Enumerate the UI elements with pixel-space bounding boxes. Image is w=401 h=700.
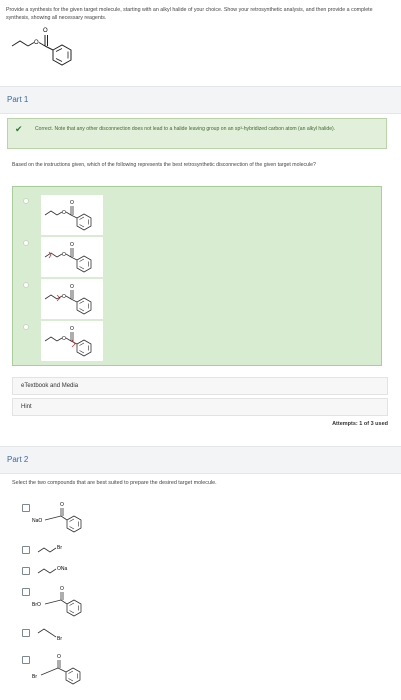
- option-6-carbonyl-o: O: [57, 654, 61, 660]
- choice-2-carbonyl-o-label: O: [70, 242, 74, 248]
- option-3-ona-label: ONa: [57, 566, 68, 572]
- hint-label: Hint: [21, 404, 32, 410]
- option-4-bro-label: BrO: [32, 602, 41, 608]
- choice-2-radio[interactable]: [23, 240, 29, 246]
- choice-3-structure: [41, 279, 103, 319]
- option-6-br-label: Br: [32, 674, 37, 680]
- correct-feedback: [7, 118, 387, 149]
- choice-2-structure: [41, 237, 103, 277]
- etextbook-media-button[interactable]: [12, 377, 388, 395]
- target-molecule: [6, 24, 96, 74]
- option-1-checkbox[interactable]: [22, 504, 30, 512]
- option-2-checkbox[interactable]: [22, 546, 30, 554]
- carbonyl-oxygen-label: O: [43, 28, 48, 34]
- part2-question: Select the two compounds that are best suited to prepare the desired target molecule.: [12, 480, 217, 486]
- choice-1-structure: [41, 195, 103, 235]
- ester-oxygen-label: O: [34, 40, 39, 46]
- option-1-structure: [32, 500, 102, 540]
- choice-2-o-label: O: [62, 252, 66, 258]
- option-4-checkbox[interactable]: [22, 588, 30, 596]
- problem-statement: Provide a synthesis for the given target molecule, starting with an alkyl halide of your choice. Show your retrosynthetic analysis, and then provide a complete synthesis, showing all necessary reagents.: [6, 7, 373, 21]
- choice-3-o-label: O: [62, 294, 66, 300]
- choice-4-structure: [41, 321, 103, 361]
- attempts-counter: Attempts: 1 of 3 used: [332, 421, 388, 427]
- option-2-br-label: Br: [57, 545, 62, 551]
- choice-4-o-label: O: [62, 336, 66, 342]
- choice-4-carbonyl-o-label: O: [70, 326, 74, 332]
- choice-1-carbonyl-o-label: O: [70, 200, 74, 206]
- checkmark-icon: ✔: [15, 124, 23, 134]
- answer-choices-box: [12, 186, 382, 366]
- choice-1-o-label: O: [62, 210, 66, 216]
- option-2-structure: [32, 542, 92, 556]
- option-4-structure: [32, 584, 102, 620]
- choice-4-radio[interactable]: [23, 324, 29, 330]
- option-6-checkbox[interactable]: [22, 656, 30, 664]
- option-4-carbonyl-o: O: [60, 586, 64, 592]
- hint-button[interactable]: [12, 398, 388, 416]
- part2-header[interactable]: [0, 446, 401, 474]
- option-1-carbonyl-o: O: [60, 502, 64, 508]
- part2-title: Part 2: [7, 455, 29, 464]
- choice-1-radio[interactable]: [23, 198, 29, 204]
- option-6-structure: [32, 652, 102, 692]
- etextbook-label: eTextbook and Media: [21, 383, 79, 389]
- option-3-checkbox[interactable]: [22, 567, 30, 575]
- option-5-structure: [32, 625, 92, 641]
- choice-3-radio[interactable]: [23, 282, 29, 288]
- part1-question: Based on the instructions given, which of the following represents the best retrosynthetic disconnection of the given target molecule?: [12, 162, 316, 168]
- option-5-br-label: Br: [57, 636, 62, 641]
- part1-header[interactable]: [0, 86, 401, 114]
- option-1-nao-label: NaO: [32, 518, 43, 524]
- option-3-structure: [32, 563, 102, 577]
- choice-3-carbonyl-o-label: O: [70, 284, 74, 290]
- part1-title: Part 1: [7, 95, 29, 104]
- option-5-checkbox[interactable]: [22, 629, 30, 637]
- feedback-text: Correct. Note that any other disconnection does not lead to a halide leaving group on an sp³-hybridized carbon atom (an alkyl halide).: [35, 126, 336, 132]
